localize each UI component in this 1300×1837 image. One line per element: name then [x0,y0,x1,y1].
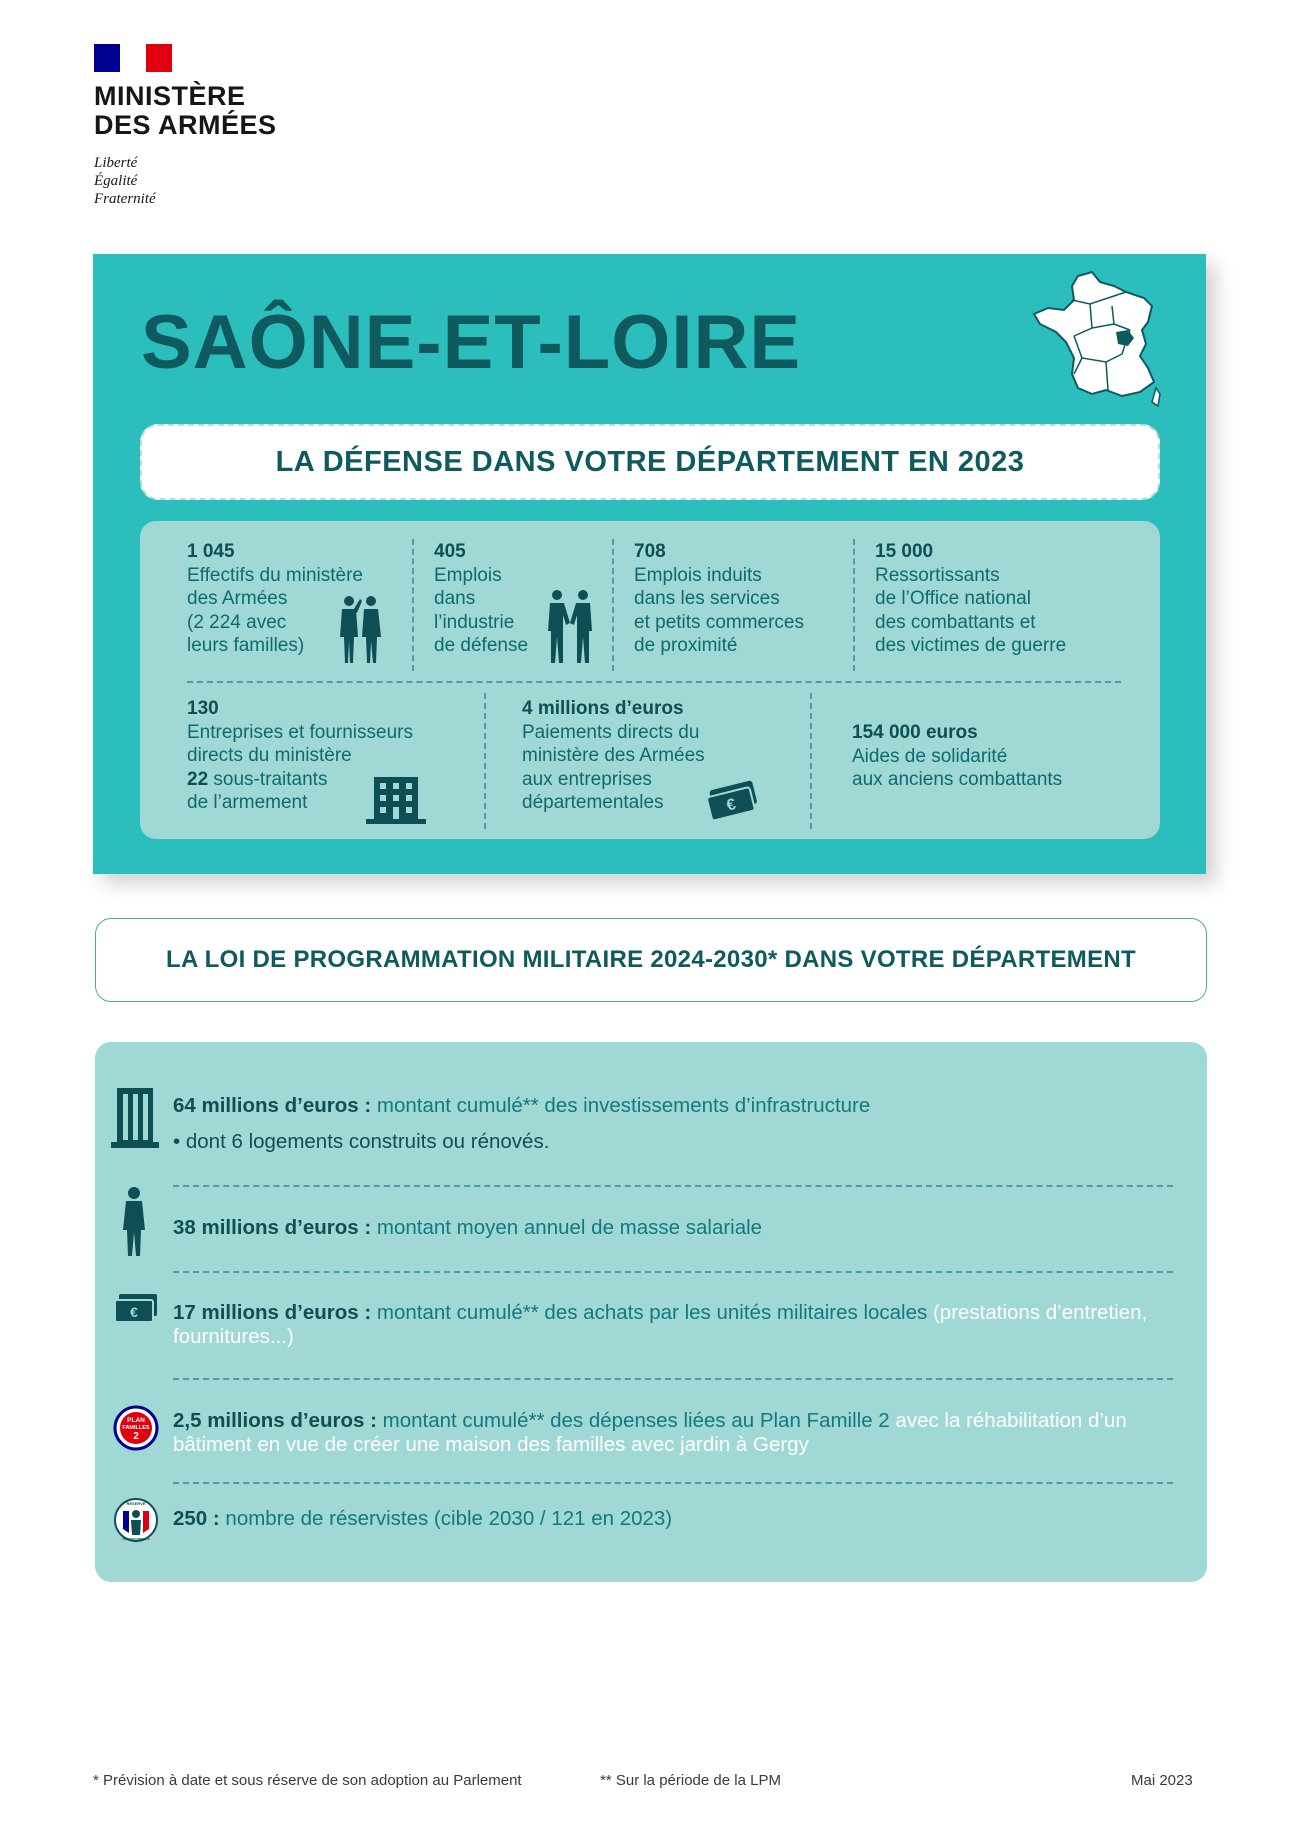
stat-paiements [522,697,705,815]
defense-2023-card [93,254,1206,874]
lpm-row-divider [173,1378,1173,1380]
lpm-item-salaires [173,1216,1183,1240]
stats-row-divider [187,681,1121,683]
infrastructure-building-icon [109,1086,161,1150]
stat-ressortissants-line: des victimes de guerre [875,635,1067,656]
stat-effectifs-line: Effectifs du ministère [187,564,364,586]
lpm-row-divider [173,1482,1173,1484]
lpm-item-infrastructure [173,1094,1183,1154]
lpm-item-amount: 2,5 millions d’euros : [173,1409,377,1432]
stat-effectifs [187,540,363,658]
lpm-row-divider [173,1185,1173,1187]
stat-aides [852,721,1062,792]
stat-aides-value: 154 000 euros [852,722,978,743]
stat-effectifs-line: (2 224 avec [187,611,287,633]
stat-divider [853,539,855,671]
stat-ressortissants-line: de l’Office national [875,588,1031,609]
reserve-badge-line-1: RÉSERVE [126,1501,146,1506]
lpm-item-reservistes [173,1507,1183,1531]
stat-emplois [434,540,528,658]
stat-divider [484,693,486,829]
stat-ressortissants-line: des combattants et [875,611,1036,633]
stat-soustraitants-value: 22 [187,768,209,790]
lpm-card [95,1042,1207,1582]
stat-emplois-line: de défense [434,635,529,656]
ministry-name [94,82,314,140]
lpm-item-text: montant cumulé** des dépenses liées au Plan Famille 2 [376,1409,890,1432]
person-icon [121,1186,147,1258]
stat-emplois-induits-line: Emplois induits [634,564,762,586]
stat-entreprises-line: Entreprises et fournisseurs [187,721,413,743]
motto-fraternite: Fraternité [94,191,156,207]
ministry-line-1: MINISTÈRE [94,81,246,111]
plan-famille-badge-icon [113,1405,159,1451]
stat-effectifs-line: leurs familles) [187,635,305,656]
stat-soustraitants-text: sous-traitants [208,768,328,790]
stat-emplois-value: 405 [434,541,466,562]
defense-banner-text: LA DÉFENSE DANS VOTRE DÉPARTEMENT EN 2023 [275,445,1025,478]
lpm-item-amount: 38 millions d’euros : [173,1216,372,1239]
stat-paiements-line: départementales [522,792,664,813]
handshake-icon [546,587,594,665]
stat-emplois-induits-line: de proximité [634,635,738,656]
stat-paiements-line: Paiements directs du [522,721,700,743]
lpm-item-achats [173,1301,1183,1349]
svg-text:€: € [724,796,738,815]
department-title: SAÔNE-ET-LOIRE [141,300,802,385]
lpm-item-text: montant cumulé** des achats par les unités militaires locales [371,1301,928,1324]
lpm-item-extra: avec la réhabilitation d’un bâtiment en vue de créer une maison des familles avec jardin à Gergy [173,1409,1127,1456]
soldiers-icon [338,593,384,665]
lpm-item-text: nombre de réservistes (cible 2030 / 121 en 2023) [219,1507,673,1530]
lpm-banner [95,918,1207,1002]
lpm-item-text: montant cumulé** des investissements d’infrastructure [371,1094,871,1117]
reserve-badge-line-2: OPÉRATIONNELLE [122,1537,150,1541]
svg-text:€: € [130,1304,138,1320]
plan-badge-line-1: PLAN [127,1417,145,1424]
lpm-item-amount: 250 : [173,1507,220,1530]
stat-aides-line: Aides de solidarité [852,745,1008,767]
footnote-periode: ** Sur la période de la LPM [600,1772,781,1789]
stat-emplois-line: Emplois [434,564,502,586]
stat-emplois-induits-line: et petits commerces [634,611,804,633]
stat-entreprises-line: de l’armement [187,792,308,813]
ministry-line-2: DES ARMÉES [94,110,277,140]
stat-emplois-line: dans [434,588,476,609]
stat-ressortissants-value: 15 000 [875,541,934,562]
footnote-prevision: * Prévision à date et sous réserve de son adoption au Parlement [93,1772,522,1789]
stat-emplois-induits [634,540,804,658]
lpm-item-plan-famille [173,1409,1183,1457]
motto-liberte: Liberté [94,155,138,171]
stat-entreprises-value: 130 [187,698,219,719]
lpm-item-amount: 64 millions d’euros : [173,1094,372,1117]
stat-aides-line: aux anciens combattants [852,769,1063,790]
stat-emplois-induits-value: 708 [634,541,666,562]
stat-paiements-line: aux entreprises [522,768,652,790]
lpm-item-sub: • dont 6 logements construits ou rénovés. [173,1130,550,1153]
reserve-badge-icon [113,1497,159,1543]
banknote-icon [113,1292,159,1326]
stat-divider [612,539,614,671]
stat-ressortissants [875,540,1066,658]
stat-divider [412,539,414,671]
stat-paiements-line: ministère des Armées [522,745,705,766]
lpm-item-text: montant moyen annuel de masse salariale [371,1216,763,1239]
stats-panel [140,521,1160,839]
plan-badge-line-2: FAMILLES [122,1425,150,1431]
banknote-icon [706,779,762,821]
stat-effectifs-value: 1 045 [187,541,235,562]
lpm-banner-text: LA LOI DE PROGRAMMATION MILITAIRE 2024-2030* DANS VOTRE DÉPARTEMENT [166,946,1136,973]
stat-emplois-line: l’industrie [434,611,515,633]
france-map-icon [1030,270,1162,410]
lpm-item-extra: (prestations d’entretien, fournitures...) [173,1301,1148,1348]
stat-ressortissants-line: Ressortissants [875,564,1000,586]
building-icon [364,773,428,825]
stat-paiements-value: 4 millions d’euros [522,698,684,719]
stat-divider [810,693,812,829]
plan-badge-line-3: 2 [133,1431,139,1442]
lpm-row-divider [173,1271,1173,1273]
ministry-logo [94,44,314,208]
lpm-item-amount: 17 millions d’euros : [173,1301,372,1324]
republic-motto [94,154,314,208]
defense-banner [140,424,1160,500]
stat-effectifs-line: des Armées [187,588,288,609]
publication-date: Mai 2023 [1131,1772,1193,1789]
french-flag-icon [94,44,172,72]
stat-emplois-induits-line: dans les services [634,588,780,609]
stat-entreprises-line: directs du ministère [187,745,352,766]
motto-egalite: Égalité [94,173,138,189]
